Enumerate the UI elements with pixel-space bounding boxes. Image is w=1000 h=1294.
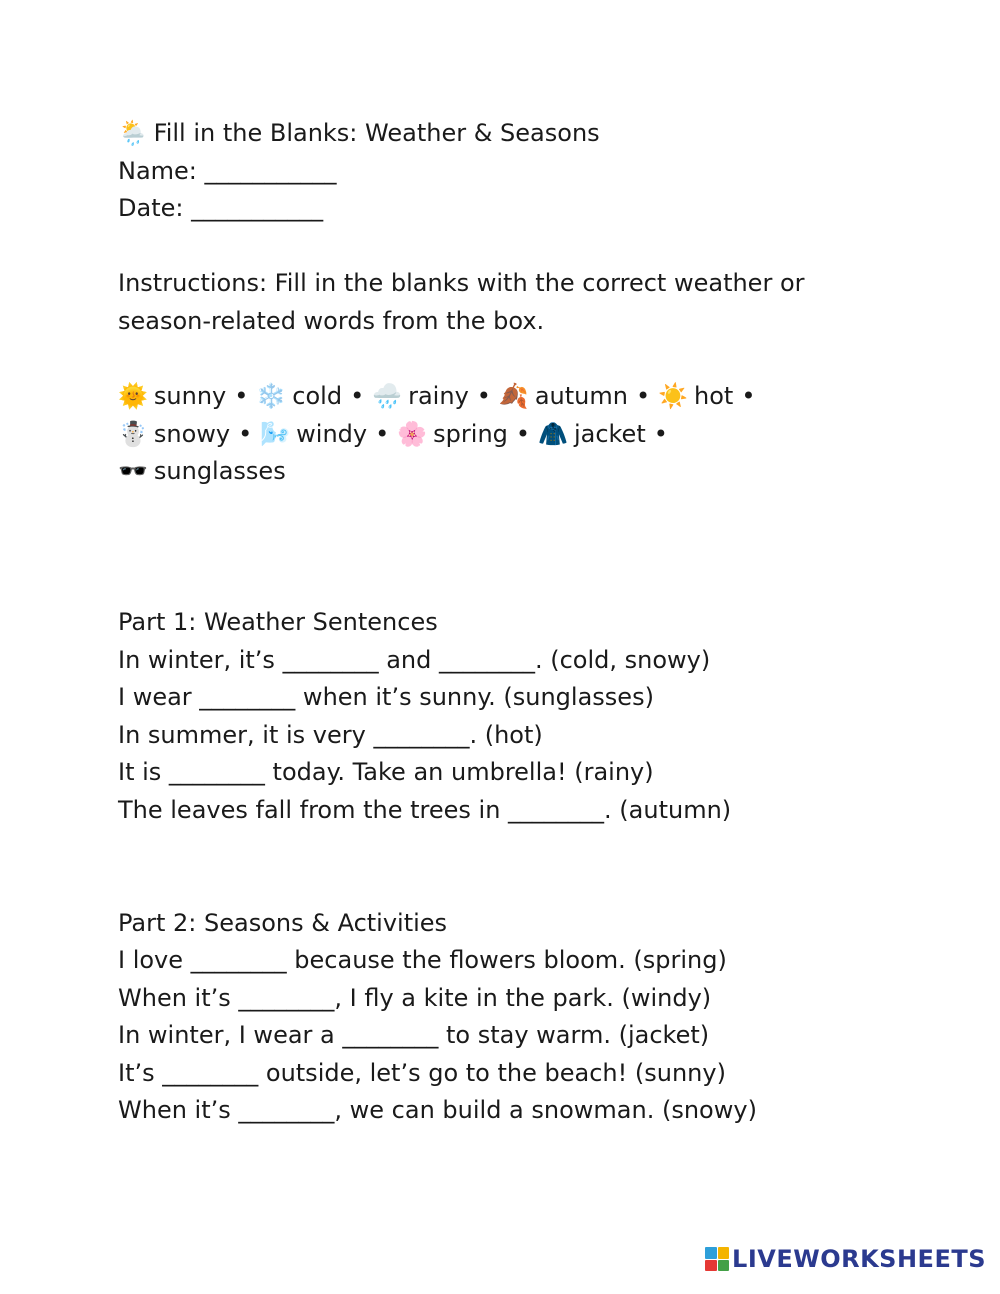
sentence-item[interactable]: When it’s ________, I fly a kite in the park. (windy) (118, 983, 712, 1012)
logo-text: LIVEWORKSHEETS (732, 1245, 986, 1273)
word-box-word: hot (694, 382, 734, 411)
blossom-icon: 🌸 (397, 419, 428, 448)
fallen-leaf-icon: 🍂 (498, 382, 529, 411)
sun-face-icon: 🌞 (118, 382, 148, 411)
liveworksheets-logo[interactable] (705, 1244, 986, 1274)
sun-icon: ☀️ (658, 382, 688, 411)
word-box-item (118, 416, 230, 454)
sentence-item[interactable]: I love ________ because the flowers bloom. (spring) (118, 946, 727, 975)
sun-rain-cloud-icon: 🌦️ (118, 119, 148, 147)
word-box-item (372, 378, 469, 416)
word-box-word: sunny (153, 382, 227, 411)
coat-icon: 🧥 (538, 419, 568, 448)
word-separator: • (375, 419, 390, 448)
word-box-word: jacket (573, 419, 646, 448)
title-text: Fill in the Blanks: Weather & Seasons (153, 119, 600, 147)
snowman-icon: ☃️ (118, 419, 148, 448)
word-box-word: rainy (408, 382, 469, 411)
sentence-item[interactable]: In summer, it is very ________. (hot) (118, 720, 543, 749)
sentence-item[interactable]: It is ________ today. Take an umbrella! (rainy) (118, 758, 654, 787)
word-box-word: spring (433, 419, 508, 448)
snowflake-icon: ❄️ (256, 382, 287, 411)
sentence-item[interactable]: In winter, it’s ________ and ________. (cold, snowy) (118, 645, 711, 674)
word-box (118, 378, 838, 491)
worksheet-title (118, 115, 918, 153)
sentence-item[interactable]: The leaves fall from the trees in ________. (autumn) (118, 795, 732, 824)
instructions-line-1: Instructions: Fill in the blanks with the correct weather or (118, 269, 805, 298)
word-box-item (260, 416, 367, 454)
word-separator: • (515, 419, 531, 448)
date-field[interactable]: Date: ___________ (118, 194, 324, 223)
word-separator: • (238, 419, 253, 448)
word-separator: • (234, 382, 249, 411)
sentence-item[interactable]: When it’s ________, we can build a snowman. (snowy) (118, 1096, 757, 1125)
part2-sentences (118, 942, 918, 1130)
word-box-word: windy (296, 419, 368, 448)
rain-cloud-icon: 🌧️ (372, 382, 403, 411)
sunglasses-icon: 🕶️ (118, 457, 148, 486)
word-box-word: sunglasses (153, 457, 286, 486)
logo-grid-icon (705, 1247, 729, 1271)
word-box-item (499, 378, 628, 416)
word-box-word: snowy (153, 419, 231, 448)
wind-face-icon: 🌬️ (260, 419, 291, 448)
part1-heading: Part 1: Weather Sentences (118, 607, 438, 636)
word-box-item (397, 416, 508, 454)
part1-sentences (118, 642, 918, 830)
instructions-line-2: season-related words from the box. (118, 306, 545, 335)
sentence-item[interactable]: It’s ________ outside, let’s go to the beach! (sunny) (118, 1058, 726, 1087)
word-box-item (118, 378, 226, 416)
word-separator: • (635, 382, 651, 411)
part2-heading: Part 2: Seasons & Activities (118, 908, 448, 937)
word-box-word: autumn (534, 382, 628, 411)
word-separator: • (741, 382, 756, 411)
sentence-item[interactable]: In winter, I wear a ________ to stay warm. (jacket) (118, 1021, 710, 1050)
word-box-item (256, 378, 342, 416)
word-separator: • (476, 382, 491, 411)
word-separator: • (350, 382, 365, 411)
worksheet (118, 115, 918, 1130)
word-box-item (118, 453, 286, 491)
word-separator: • (653, 419, 668, 448)
sentence-item[interactable]: I wear ________ when it’s sunny. (sunglasses) (118, 683, 654, 712)
word-box-word: cold (292, 382, 343, 411)
name-field[interactable]: Name: ___________ (118, 156, 337, 185)
word-box-item (658, 378, 733, 416)
word-box-item (538, 416, 646, 454)
